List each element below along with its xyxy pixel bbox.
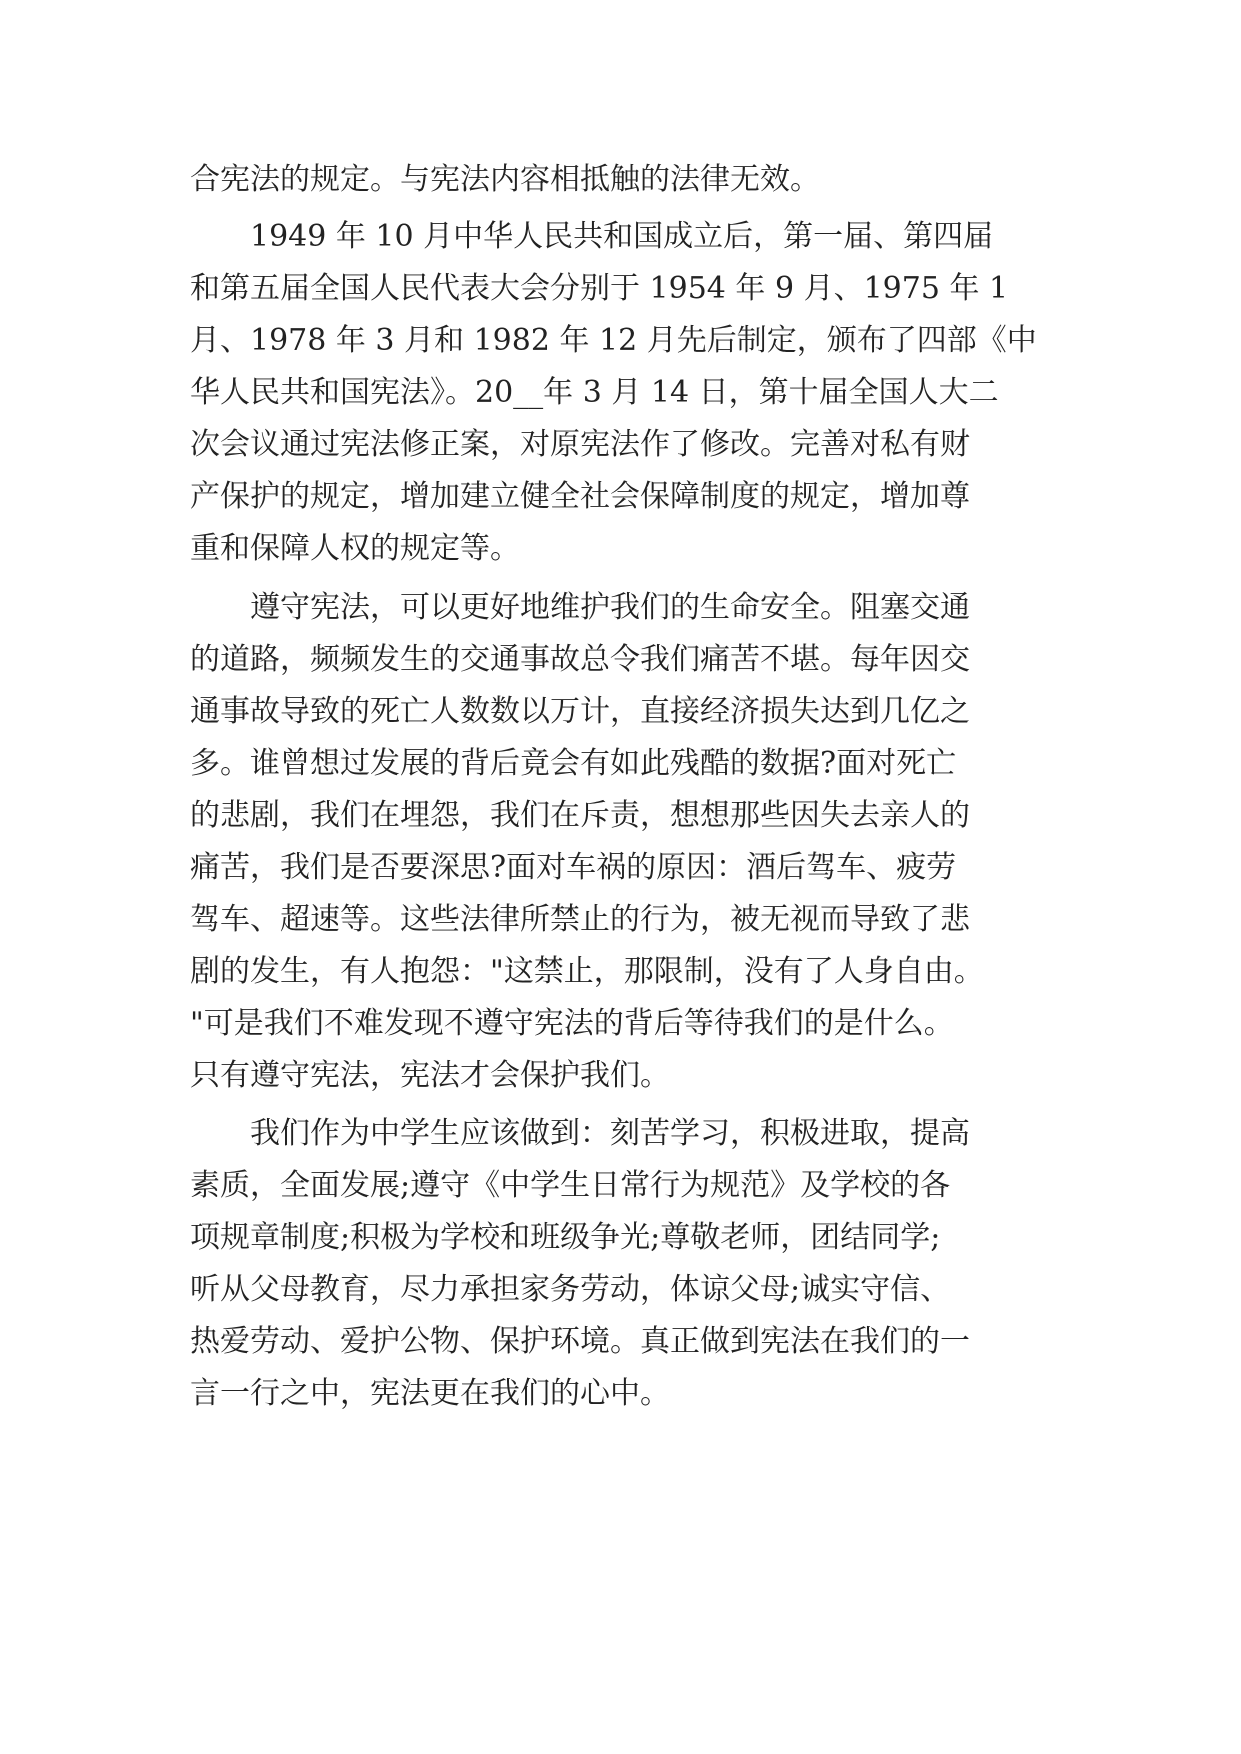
text-line: 月、1978 年 3 月和 1982 年 12 月先后制定，颁布了四部《中 [190,323,1037,358]
text-line: 多。谁曾想过发展的背后竟会有如此残酷的数据?面对死亡 [190,746,957,781]
text-line: 合宪法的规定。与宪法内容相抵触的法律无效。 [190,162,820,197]
text-line: 遵守宪法，可以更好地维护我们的生命安全。阻塞交通 [250,590,970,625]
text-line: 重和保障人权的规定等。 [190,531,520,566]
text-line: "可是我们不难发现不遵守宪法的背后等待我们的是什么。 [190,1006,954,1041]
text-line: 产保护的规定，增加建立健全社会保障制度的规定，增加尊 [190,479,970,514]
text-line: 的道路，频频发生的交通事故总令我们痛苦不堪。每年因交 [190,642,970,677]
text-line: 通事故导致的死亡人数数以万计，直接经济损失达到几亿之 [190,694,970,729]
text-line: 1949 年 10 月中华人民共和国成立后，第一届、第四届 [250,219,994,254]
text-line: 驾车、超速等。这些法律所禁止的行为，被无视而导致了悲 [190,902,970,937]
text-line: 的悲剧，我们在埋怨，我们在斥责，想想那些因失去亲人的 [190,798,970,833]
text-line: 剧的发生，有人抱怨："这禁止，那限制，没有了人身自由。 [190,954,984,989]
text-line: 只有遵守宪法，宪法才会保护我们。 [190,1058,670,1093]
text-line: 痛苦，我们是否要深思?面对车祸的原因：酒后驾车、疲劳 [190,850,957,885]
text-line: 热爱劳动、爱护公物、保护环境。真正做到宪法在我们的一 [190,1324,970,1359]
text-line: 次会议通过宪法修正案，对原宪法作了修改。完善对私有财 [190,427,970,462]
text-line: 听从父母教育，尽力承担家务劳动，体谅父母;诚实守信、 [190,1272,951,1307]
text-line: 华人民共和国宪法》。20__年 3 月 14 日，第十届全国人大二 [190,375,999,410]
text-line: 我们作为中学生应该做到：刻苦学习，积极进取，提高 [250,1116,970,1151]
text-line: 和第五届全国人民代表大会分别于 1954 年 9 月、1975 年 1 [190,271,1009,306]
text-line: 素质，全面发展;遵守《中学生日常行为规范》及学校的各 [190,1168,951,1203]
text-line: 项规章制度;积极为学校和班级争光;尊敬老师，团结同学; [190,1220,941,1255]
text-line: 言一行之中，宪法更在我们的心中。 [190,1376,670,1411]
